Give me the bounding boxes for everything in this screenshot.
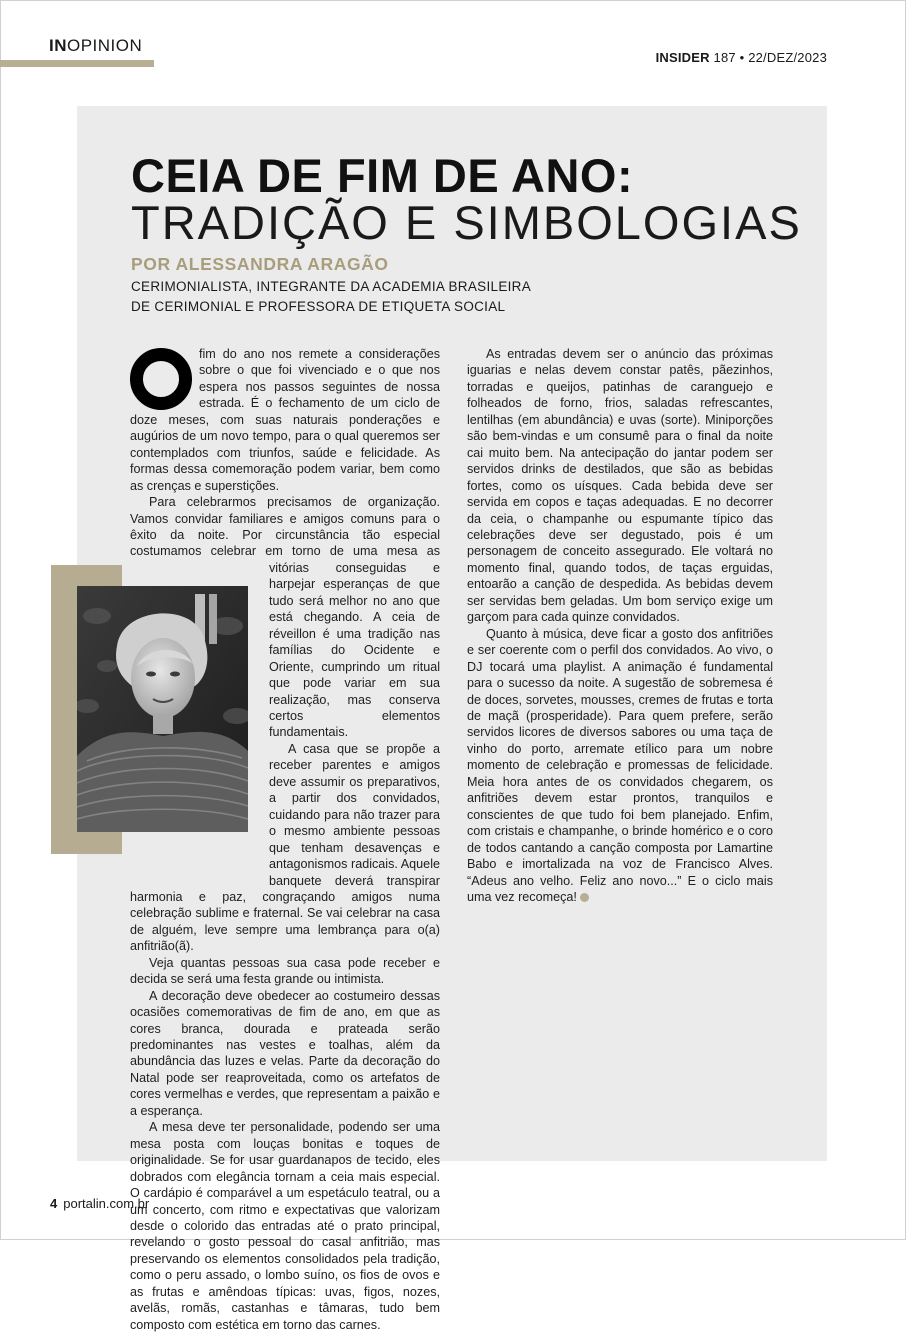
paragraph-1: fim do ano nos remete a considerações sobre o que foi vivenciado e o que nos espera nos passos seguintes de nossa estrada. É o fechamento de um ciclo de doze meses, com suas naturais ponderações e augúrios de um novo tempo, para o qual queremos ser contemplados com triunfos, saúde e felicidade. As formas dessa comemoração podem variar, bem como as crenças e superstições. xyxy=(130,347,440,493)
paragraph-7: As entradas devem ser o anúncio das próximas iguarias e nelas devem constar patês, pãezinhos, torradas e queijos, patinhas de caranguejo e folheados de forno, frios, saladas refrescantes, lentilhas (em abundância) e uvas (sorte). Miniporções são bem-vindas e um consumê para o final da noite cai muito bem. Na antecipação do jantar podem ser servidos drinks de destilados, que são as bebidas fortes, como os uísques. Cada bebida deve ser servida em copos e taças adequadas. E no decorrer da ceia, o champanhe ou espumante típico das celebrações deve ser degustado, pois é um personagem de conceito assegurado. Ele voltará no momento final, quando todos, de taças erguidas, entoarão a canção de despedida. As bebidas devem ser servidas bem geladas. Um bom serviço exige um garçom para cada quinze convidados. xyxy=(467,347,773,625)
site-url: portalin.com.br xyxy=(63,1196,150,1211)
paragraph-4: Veja quantas pessoas sua casa pode receber e decida se será uma festa grande ou intimista. xyxy=(130,955,440,987)
page-footer xyxy=(50,1196,149,1211)
end-of-article-mark xyxy=(580,893,589,902)
paragraph-2-continued: vitórias conseguidas e harpejar esperanças de que tudo será melhor no ano que está chegando. A ceia de réveillon é uma tradição nas famílias do Ocidente e Oriente, cumprindo um ritual que pode variar em sua realização, mas conserva certos elementos fundamentais. xyxy=(269,560,440,740)
paragraph-8 xyxy=(467,626,773,906)
article-column-right xyxy=(467,346,773,905)
section-accent-bar xyxy=(0,60,154,67)
author-photo xyxy=(77,586,248,832)
paragraph-6: A mesa deve ter personalidade, podendo ser uma mesa posta com louças bonitas e toques de originalidade. Se for usar guardanapos de tecido, eles dobrados com elegância tornam a ceia mais especial. O cardápio é comparável a um espetáculo teatral, ou a um concerto, com ritmo e expectativas que valorizam desde o colorido das entradas até o prato principal, revelando o gosto pessoal do casal anfitrião, mas preservando os elementos consolidados pela tradição, como o peru assado, o lombo suíno, os fios de ovos e as frutas e amêndoas típicas: uvas, figos, nozes, avelãs, romãs, castanhas e tâmaras, tudo bem composto com estética em torno das carnes. xyxy=(130,1120,440,1332)
author-role-line2: DE CERIMONIAL E PROFESSORA DE ETIQUETA SOCIAL xyxy=(131,299,506,314)
issue-date: 187 • 22/DEZ/2023 xyxy=(713,50,827,65)
author-byline: POR ALESSANDRA ARAGÃO xyxy=(131,254,389,274)
article-title-line1: CEIA DE FIM DE ANO: xyxy=(131,149,634,202)
author-role-line1: CERIMONIALISTA, INTEGRANTE DA ACADEMIA BRASILEIRA xyxy=(131,279,532,294)
author-portrait-image xyxy=(77,586,248,832)
author-role xyxy=(131,277,531,317)
paragraph-8-text: Quanto à música, deve ficar a gosto dos anfitriões e ser coerente com o perfil dos convidados. Ao vivo, o DJ tocará uma playlist. A animação é fundamental para o sucesso da noite. A sugestão de sobremesa é de doces, sorvetes, mousses, cremes de frutas e torta de maçã (prosperidade). Para quem prefere, serão servidos licores de diversos sabores ou uma taça de vinho do porto, arremate etílico para um nobre momento de celebração e promessas de felicidade. Meia hora antes de os convidados chegarem, os anfitriões devem estar prontos, tranquilos e conscientes de que tudo foi bem planejado. Enfim, com cristais e champanhe, o brinde homérico e o coro de todos cantando a canção composta por Lamartine Babo e imortalizada na voz de Francisco Alves. “Adeus ano velho. Feliz ano novo...” E o ciclo mais uma vez recomeça! xyxy=(467,626,773,904)
drop-cap xyxy=(130,348,192,410)
section-prefix: IN xyxy=(49,36,67,55)
issue-info xyxy=(656,50,827,65)
article-column-left xyxy=(130,346,440,1333)
section-name: OPINION xyxy=(67,36,143,55)
paragraph-2-text: Para celebrarmos precisamos de organização. Vamos convidar familiares e amigos comuns para o êxito da noite. Por circunstância tão especial costumamos celebrar em torno de uma mesa as xyxy=(130,495,440,559)
magazine-name: INSIDER xyxy=(655,50,710,65)
page-number: 4 xyxy=(50,1196,58,1211)
section-label xyxy=(49,36,142,56)
paragraph-3: A casa que se propõe a receber parentes e amigos deve assumir os preparativos, a partir dos convidados, cuidando para não trazer para o mesmo ambiente pessoas que tenham desavenças e antagonismos radicais. Aquele banquete deverá transpirar harmonia e paz, congraçando amigos numa celebração sublime e fraternal. Se vai celebrar na casa de alguém, leve sempre uma lembrança para o(a) anfitrião(ã). xyxy=(130,741,440,954)
paragraph-5: A decoração deve obedecer ao costumeiro dessas ocasiões comemorativas de fim de ano, em que as cores branca, dourada e prateada serão predominantes nas vestes e toalhas, além da abundância das luzes e velas. Parte da decoração do Natal pode ser reaproveitada, como os artefatos de cores vermelhas e verdes, que representam a paixão e a esperança. xyxy=(130,988,440,1118)
article-title-line2: TRADIÇÃO E SIMBOLOGIAS xyxy=(131,196,802,249)
